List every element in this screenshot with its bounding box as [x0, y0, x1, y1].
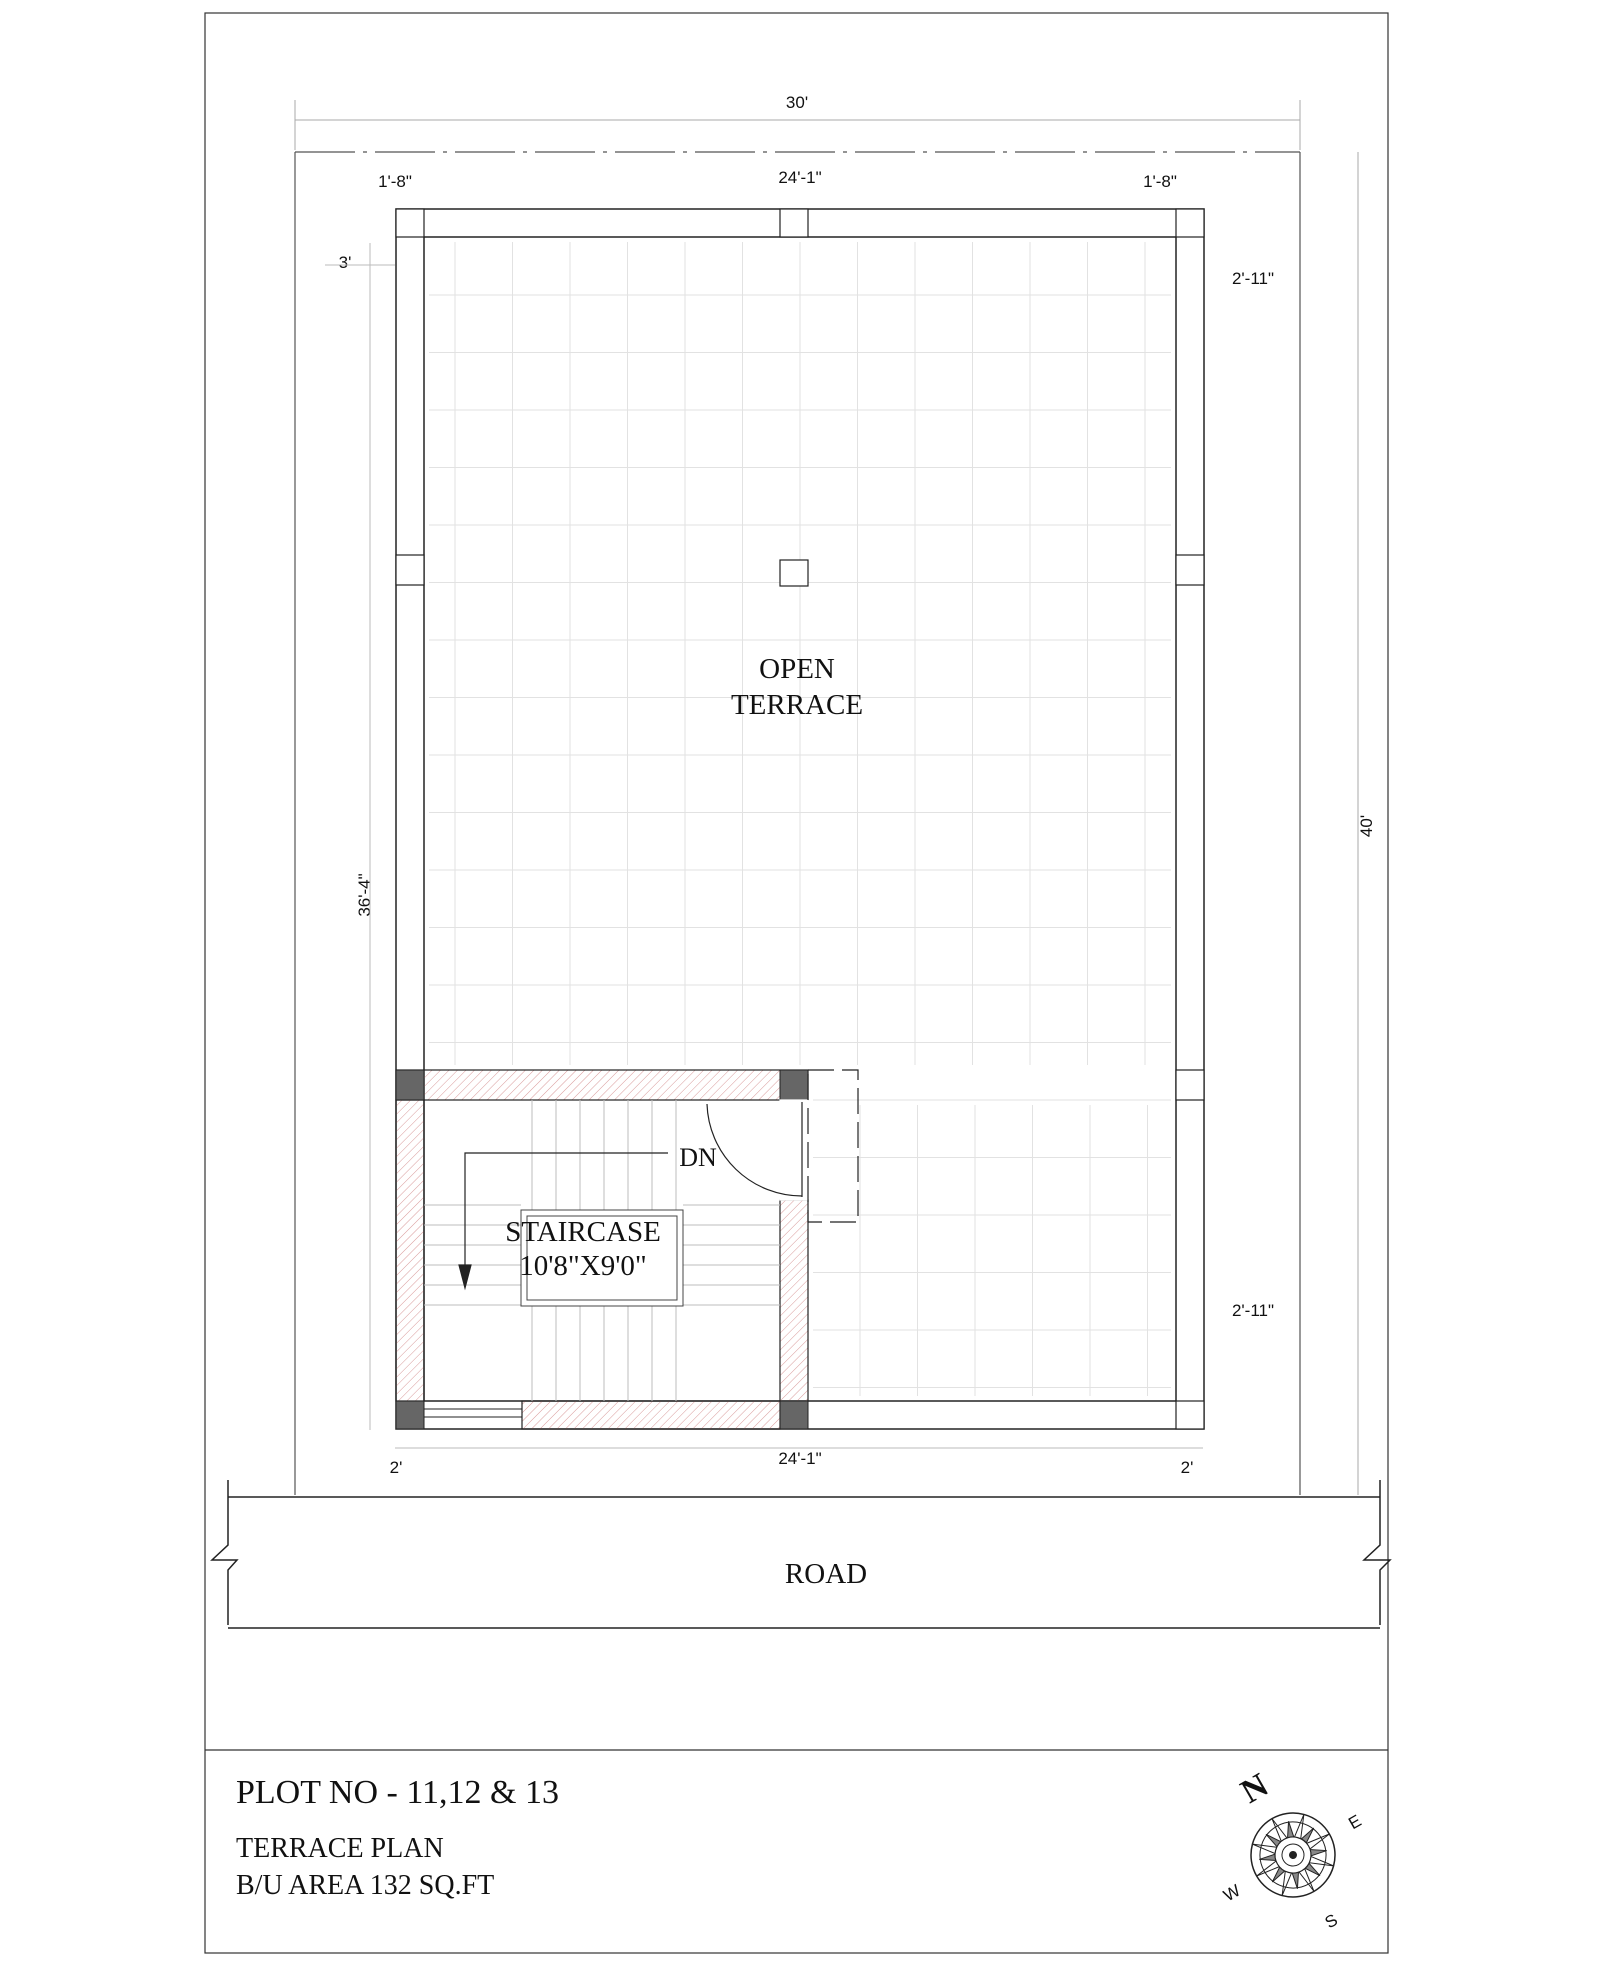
staircase-window	[424, 1401, 522, 1429]
overall-width-label: 30'	[785, 93, 809, 112]
bottom-right-offset-label: 2'	[1180, 1458, 1194, 1477]
front-setback-label: 3'	[338, 253, 352, 272]
bottom-inner-width-label: 24'-1"	[778, 1449, 822, 1468]
top-inner-width-label: 24'-1"	[778, 168, 822, 187]
terrace-label-line1: OPEN	[759, 653, 835, 685]
terrace-label-line2: TERRACE	[730, 689, 864, 721]
road-label: ROAD	[784, 1558, 868, 1590]
plot-number: PLOT NO - 11,12 & 13	[236, 1774, 559, 1811]
staircase-name-label: STAIRCASE	[505, 1216, 661, 1248]
top-left-offset-label: 1'-8"	[378, 172, 412, 191]
plan-name: TERRACE PLAN	[236, 1833, 444, 1864]
dimension-extension-lines	[325, 243, 1203, 1448]
compass-east: E	[1345, 1811, 1365, 1834]
compass-icon	[1176, 1735, 1401, 1967]
sheet-border	[205, 13, 1388, 1953]
left-depth-label: 36'-4"	[355, 873, 374, 917]
road	[212, 1480, 1390, 1628]
top-right-offset-label: 1'-8"	[1143, 172, 1177, 191]
overall-depth-label: 40'	[1357, 814, 1376, 838]
compass-south: S	[1321, 1910, 1341, 1933]
compass-west: W	[1220, 1880, 1244, 1906]
bottom-left-offset-label: 2'	[389, 1458, 403, 1477]
right-bottom-offset-label: 2'-11"	[1231, 1301, 1275, 1320]
compass-north: N	[1234, 1766, 1275, 1811]
right-top-offset-label: 2'-11"	[1231, 269, 1275, 288]
staircase-size-label: 10'8"X9'0"	[519, 1250, 647, 1282]
stair-direction-label: DN	[679, 1143, 717, 1172]
built-up-area: B/U AREA 132 SQ.FT	[236, 1870, 495, 1901]
rainwater-outlet	[780, 560, 808, 586]
